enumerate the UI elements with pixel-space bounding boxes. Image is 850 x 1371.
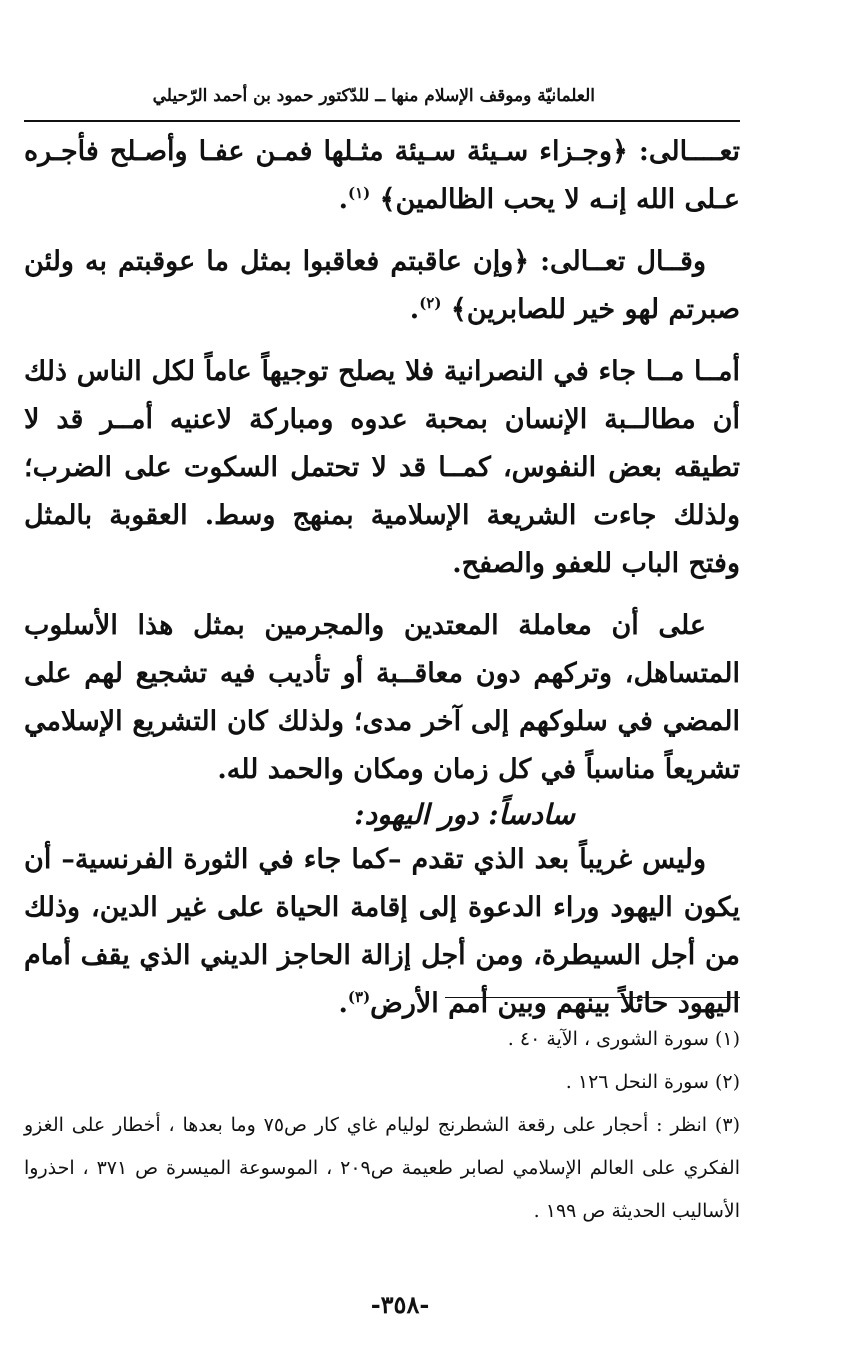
footnote-ref-3: (٣)	[347, 988, 371, 1006]
paragraph-5-end: .	[338, 988, 348, 1019]
footnote-separator	[445, 997, 740, 998]
running-header: العلمانيّة وموقف الإسلام منها ــ للدّكتور حمود بن أحمد الرّحيلي	[152, 86, 595, 106]
header-rule	[24, 120, 740, 122]
paragraph-2	[24, 238, 740, 334]
paragraph-2-text: وقــال تعــالى: ﴿وإن عاقبتم فعاقبوا بمثل ما عوقبتم به ولئن صبرتم لهو خير للصابرين﴾	[24, 246, 740, 325]
footnotes	[24, 1018, 740, 1233]
footnote-ref-1: (١)	[347, 184, 371, 202]
paragraph-3: أمــا مــا جاء في النصرانية فلا يصلح توجيهاً عاماً لكل الناس ذلك أن مطالــبة الإنسان بمحبة عدوه ومباركة لاعنيه أمــر قد لا تطيقه بعض النفوس، كمــا قد لا تحتمل السكوت على الضرب؛ ولذلك جاءت الشريعة الإسلامية بمنهج وسط. العقوبة بالمثل وفتح الباب للعفو والصفح.	[24, 356, 740, 579]
footnote-ref-2: (٢)	[419, 294, 442, 312]
section-heading: سادساً: دور اليهود:	[354, 798, 575, 831]
footnote-3: (٣) انظر : أحجار على رقعة الشطرنج لوليام غاي كار ص٧٥ وما بعدها ، أخطار على الغزو الفكري على العالم الإسلامي لصابر طعيمة ص٢٠٩ ، الموسوعة الميسرة ص ٣٧١ ، احذروا الأساليب الحديثة ص ١٩٩ .	[24, 1114, 740, 1222]
paragraph-5	[24, 836, 740, 1028]
paragraph-4: على أن معاملة المعتدين والمجرمين بمثل هذا الأسلوب المتساهل، وتركهم دون معاقــبة أو تأديب فيه تشجيع لهم على المضي في سلوكهم إلى آخر مدى؛ ولذلك كان التشريع الإسلامي تشريعاً مناسباً في كل زمان ومكان والحمد لله.	[24, 610, 740, 785]
paragraph-1	[24, 128, 740, 224]
paragraph-5-text: وليس غريباً بعد الذي تقدم –كما جاء في الثورة الفرنسية– أن يكون اليهود وراء الدعوة إلى إقامة الحياة على غير الدين، وذلك من أجل السيطرة، ومن أجل إزالة الحاجز الديني الذي يقف أمام اليهود حائلاً بينهم وبين أمم الأرض	[24, 844, 740, 1019]
footnote-2: (٢) سورة النحل ١٢٦ .	[565, 1071, 740, 1093]
paragraph-2-end: .	[409, 294, 420, 325]
paragraph-1-text: تعــــالى: ﴿وجـزاء سـيئة سـيئة مثـلها فمـن عفـا وأصـلح فأجـره عـلى الله إنـه لا يحب الظالمين﴾	[24, 136, 740, 215]
main-text	[24, 128, 740, 1028]
page-number: -٣٥٨-	[370, 1290, 430, 1319]
footnote-1: (١) سورة الشورى ، الآية ٤٠ .	[507, 1028, 740, 1050]
paragraph-1-end: .	[338, 184, 348, 215]
